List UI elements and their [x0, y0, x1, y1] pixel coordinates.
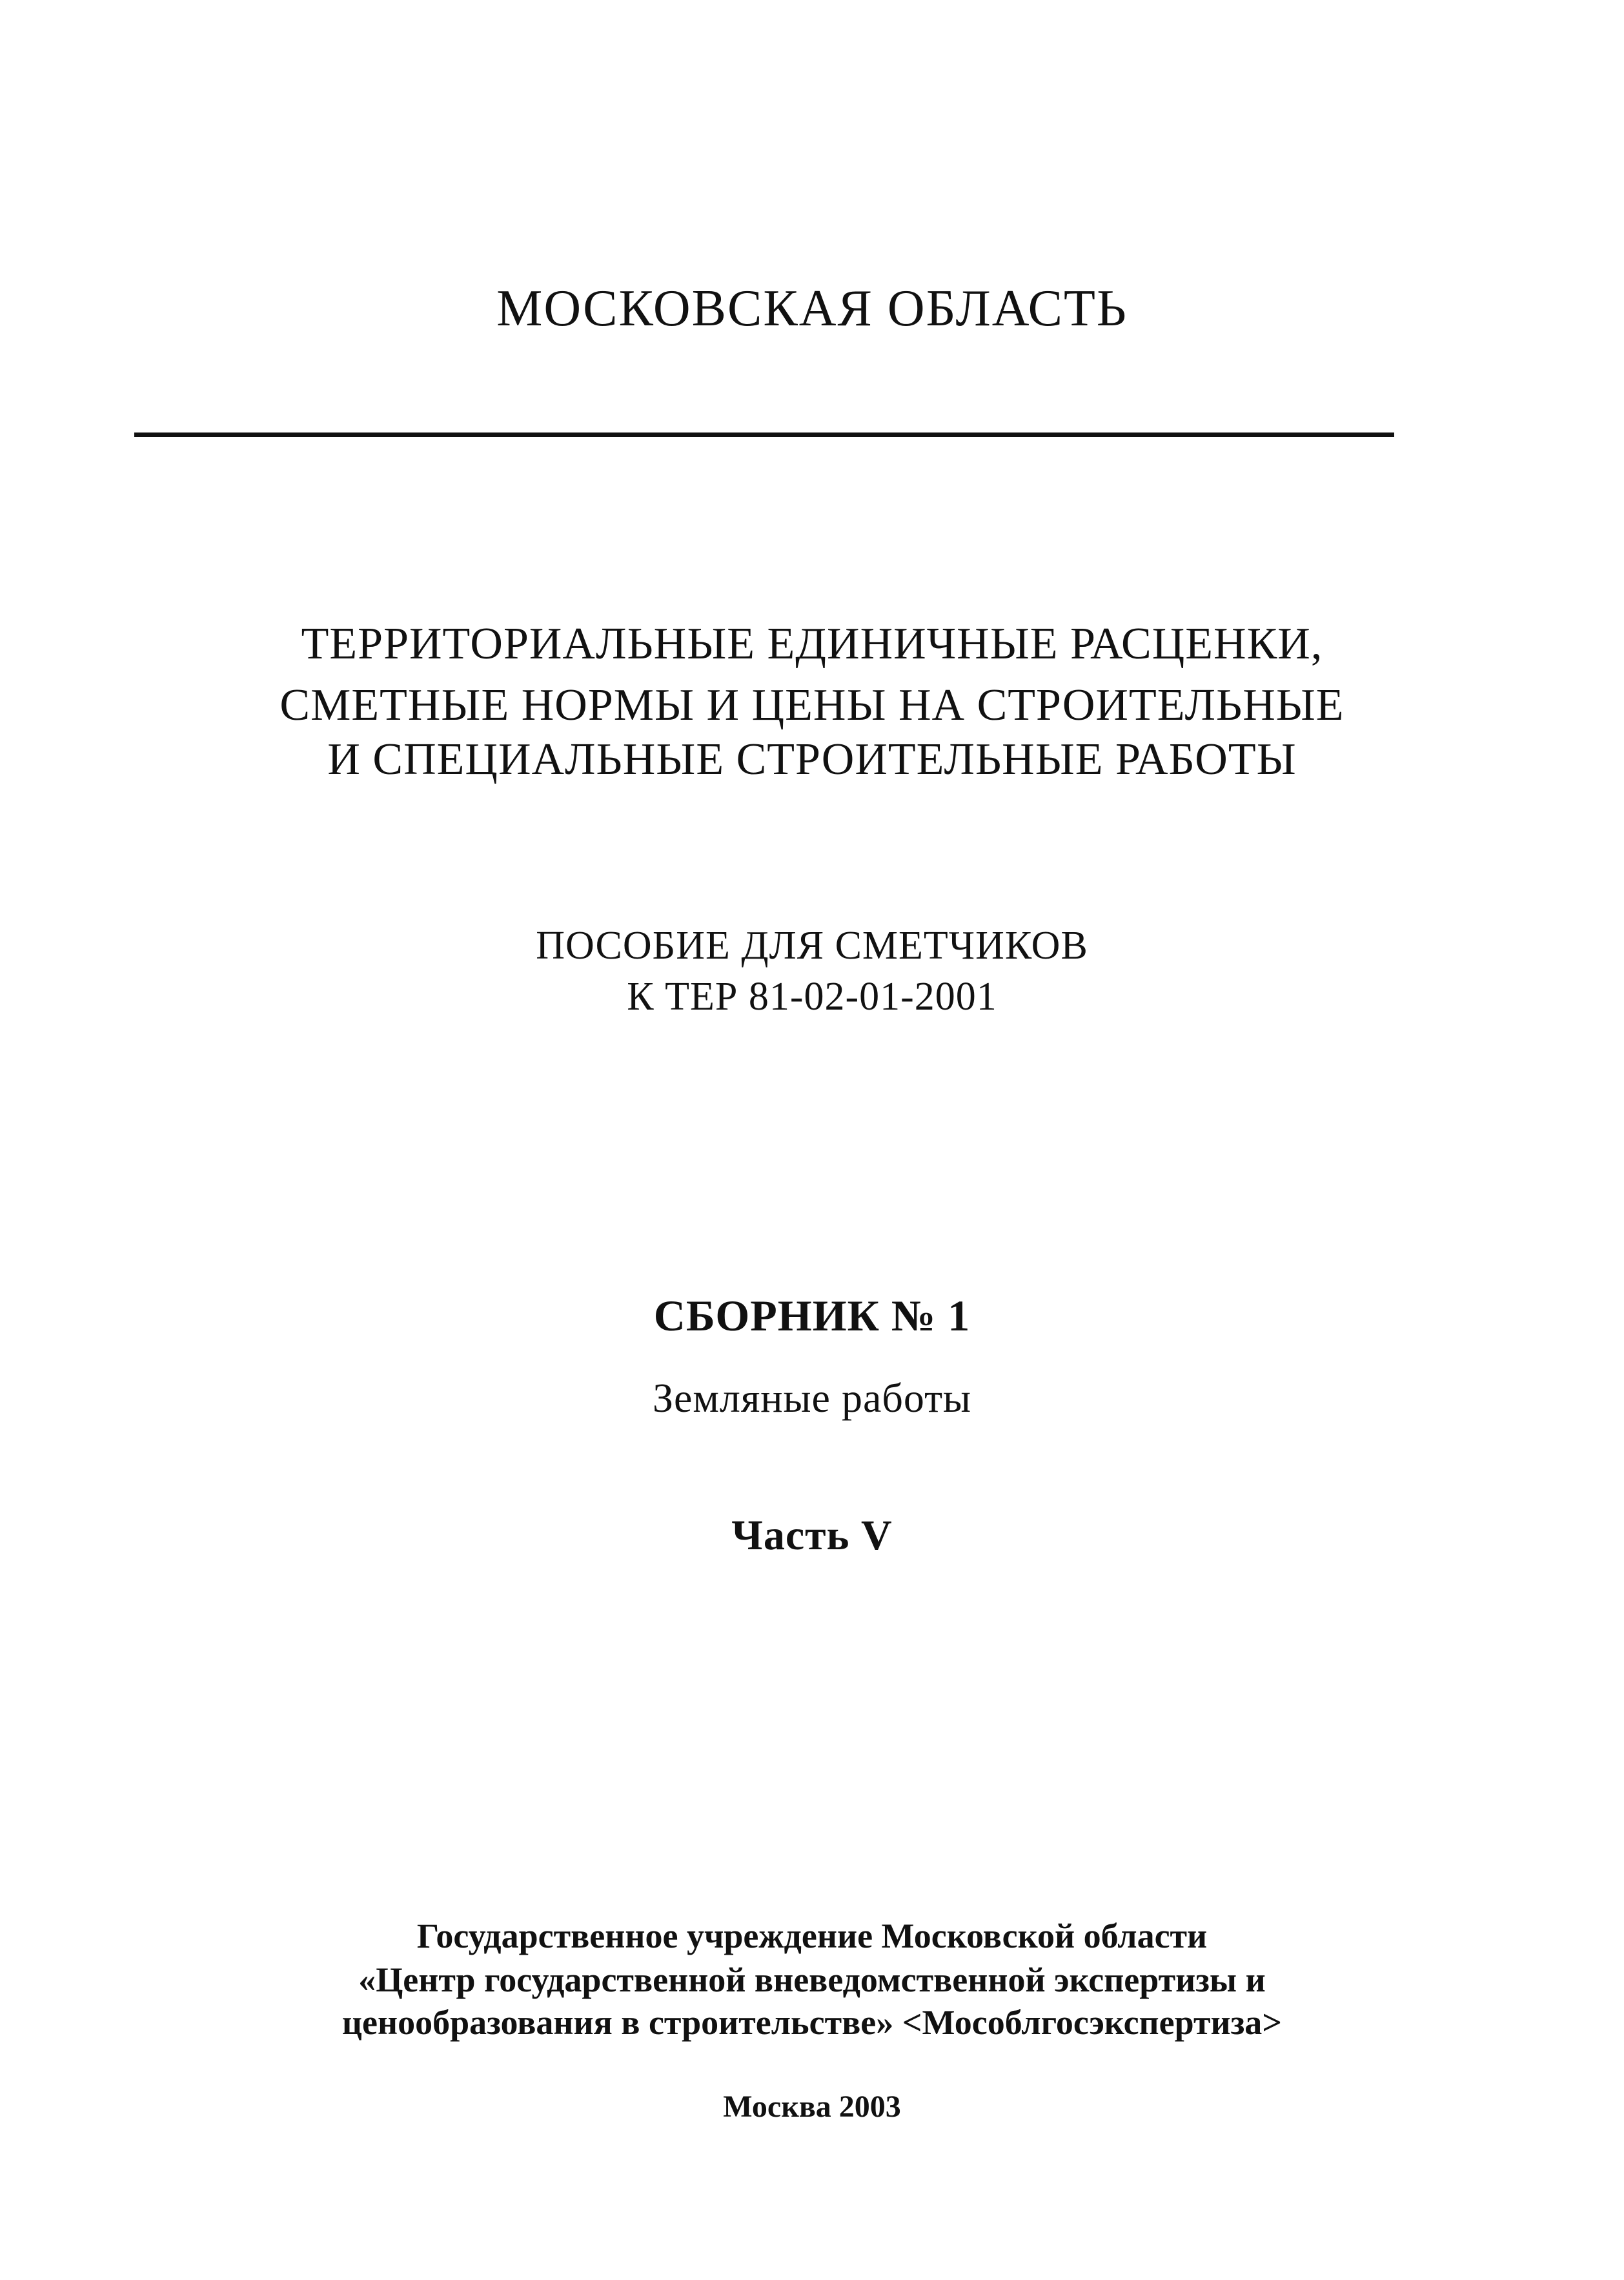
publisher-line-3: ценообразования в строительстве» <Мособлгосэкспертиза>: [341, 2003, 1283, 2042]
publication-city-year: Москва 2003: [723, 2090, 901, 2124]
manual-title-line-1: ПОСОБИЕ ДЛЯ СМЕТЧИКОВ: [536, 924, 1088, 968]
document-title-line-3: И СПЕЦИАЛЬНЫЕ СТРОИТЕЛЬНЫЕ РАБОТЫ: [327, 735, 1297, 784]
horizontal-rule: [134, 433, 1394, 437]
region-heading: МОСКОВСКАЯ ОБЛАСТЬ: [496, 280, 1128, 337]
publisher-line-1: Государственное учреждение Московской области: [416, 1917, 1208, 1955]
part-number: Часть V: [731, 1512, 893, 1559]
collection-number: СБОРНИК № 1: [653, 1291, 971, 1340]
collection-subject: Земляные работы: [652, 1375, 972, 1421]
document-title-line-2: СМЕТНЫЕ НОРМЫ И ЦЕНЫ НА СТРОИТЕЛЬНЫЕ: [279, 680, 1345, 730]
document-title-line-1: ТЕРРИТОРИАЛЬНЫЕ ЕДИНИЧНЫЕ РАСЦЕНКИ,: [301, 619, 1323, 669]
manual-title-line-2: К ТЕР 81-02-01-2001: [627, 975, 997, 1019]
publisher-line-2: «Центр государственной вневедомственной экспертизы и: [358, 1960, 1266, 1999]
